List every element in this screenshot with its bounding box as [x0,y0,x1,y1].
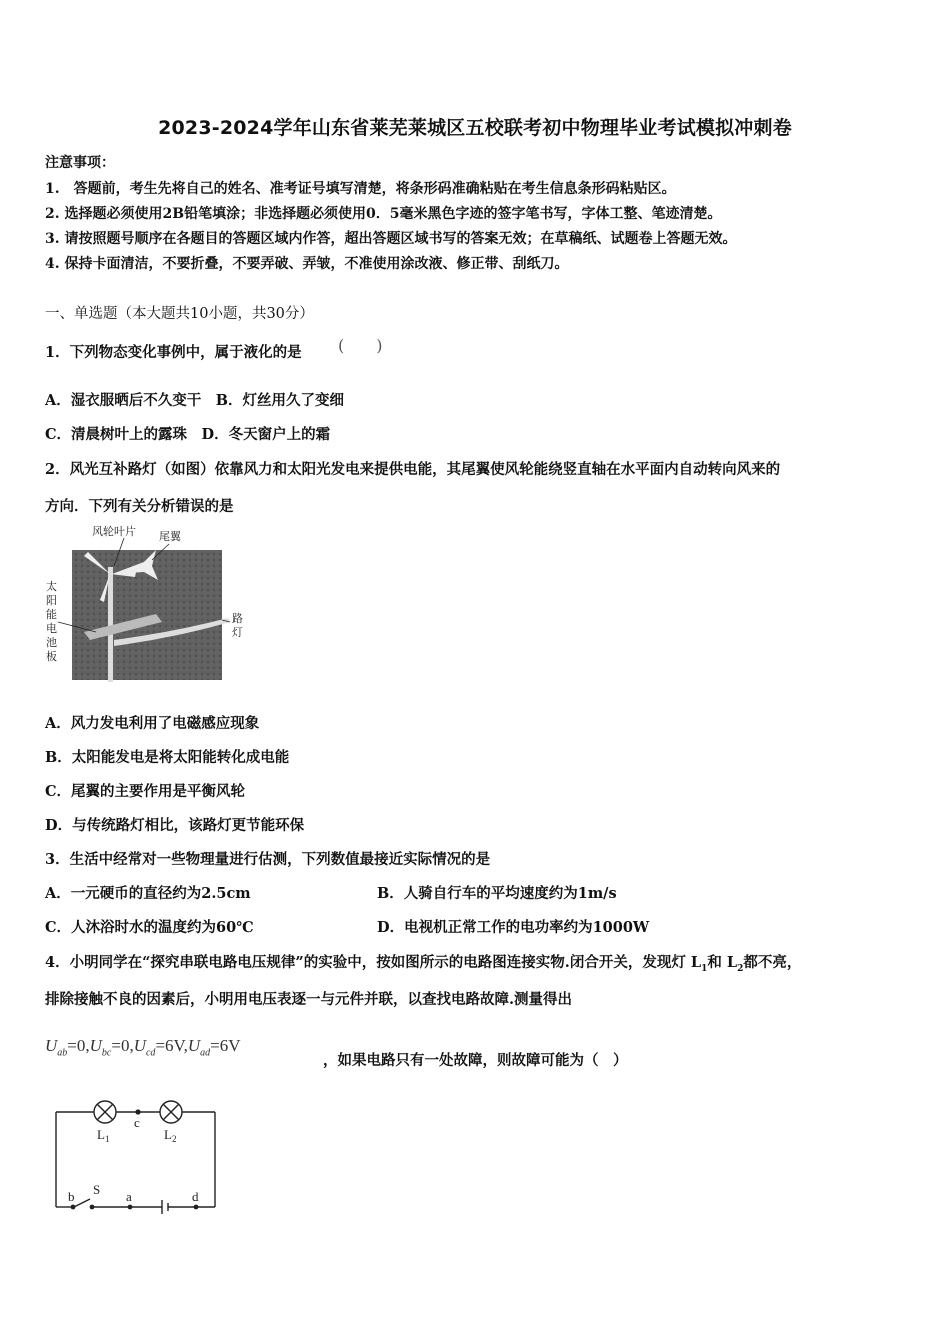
math-sub-ab: ab [57,1047,68,1059]
label-panel-5: 池 [46,636,57,649]
q4-question-tail: ，如果电路只有一处故障，则故障可能为（ ） [323,1052,628,1069]
q2-option-d: D．与传统路灯相比，该路灯更节能环保 [45,817,305,834]
q4-stem-line2: 排除接触不良的因素后，小明用电压表逐一与元件并联，以查找电路故障.测量得出 [45,991,573,1008]
q2-option-b: B．太阳能发电是将太阳能转化成电能 [45,749,290,766]
label-panel-1: 太 [46,580,57,593]
q4-stem-part-b: 和 L [707,954,738,971]
q1-stem: 1．下列物态变化事例中，属于液化的是 [45,344,302,361]
math-u: U [133,1036,146,1055]
q3-stem: 3．生活中经常对一些物理量进行估测，下列数值最接近实际情况的是 [45,851,491,868]
math-u: U [45,1036,58,1055]
math-v1: =0, [67,1036,90,1055]
q1-options-row2: C．清晨树叶上的露珠 D．冬天窗户上的霜 [45,426,331,443]
notice-item-2: 2. 选择题必须使用2B铅笔填涂；非选择题必须使用0．5毫米黑色字迹的签字笔书写，字体工整、笔迹清楚。 [45,206,722,222]
notice-item-1: 1. 答题前，考生先将自己的姓名、准考证号填写清楚，将条形码准确粘贴在考生信息条形码粘贴区。 [45,181,676,197]
math-sub-bc: bc [101,1047,112,1059]
label-c: c [134,1115,140,1130]
q2-stem-line2: 方向．下列有关分析错误的是 [45,498,234,515]
notice-item-3: 3. 请按照题号顺序在各题目的答题区域内作答，超出答题区域书写的答案无效；在草稿纸、试题卷上答题无效。 [45,231,737,247]
math-v3: =6V, [155,1036,188,1055]
math-v4: =6V [210,1036,241,1055]
q2-option-a: A．风力发电利用了电磁感应现象 [45,715,260,732]
q4-stem-part-a: 4．小明同学在“探究串联电路电压规律”的实验中，按如图所示的电路图连接实物.闭合开关，发现灯 L [45,954,702,971]
notice-item-4: 4. 保持卡面清洁，不要折叠，不要弄破、弄皱，不准使用涂改液、修正带、刮纸刀。 [45,256,569,272]
label-lamp-1: 路 [232,612,243,625]
label-b: b [68,1189,75,1204]
q3-option-d: D．电视机正常工作的电功率约为1000W [377,919,650,936]
math-u: U [89,1036,102,1055]
label-lamp-2: 灯 [232,626,243,639]
q3-option-c: C．人沐浴时水的温度约为60℃ [45,919,254,936]
label-panel-4: 电 [46,622,57,635]
label-panel-6: 板 [46,650,57,663]
label-blade: 风轮叶片 [92,525,136,538]
math-sub-ad: ad [200,1047,211,1059]
label-a: a [126,1189,132,1204]
label-tail: 尾翼 [159,530,181,543]
label-l1: $L_1$ [97,1127,110,1144]
q4-sub-2: 2 [737,963,744,974]
q3-option-b: B．人骑自行车的平均速度约为1m/s [377,885,617,902]
label-panel-2: 阳 [46,594,57,607]
q1-blank: ( ) [338,336,383,355]
q2-stem-line1: 2．风光互补路灯（如图）依靠风力和太阳光发电来提供电能，其尾翼使风轮能绕竖直轴在水平面内自动转向风来的 [45,461,781,478]
section-heading: 一、单选题（本大题共10小题，共30分） [45,306,314,322]
math-v2: =0, [111,1036,134,1055]
q2-option-c: C．尾翼的主要作用是平衡风轮 [45,783,246,800]
wind-solar-lamp-figure [44,522,249,682]
q3-option-a: A．一元硬币的直径约为2.5cm [45,885,251,902]
series-circuit-diagram [50,1090,225,1220]
q4-voltage-formula [45,1036,241,1058]
q4-sub-1: 1 [701,963,708,974]
q4-stem-part-c: 都不亮， [743,954,802,971]
notice-heading: 注意事项： [45,155,115,171]
page-title: 2023-2024学年山东省莱芜莱城区五校联考初中物理毕业考试模拟冲刺卷 [158,117,792,139]
label-s: S [93,1182,101,1197]
label-d: d [192,1189,199,1204]
math-sub-cd: cd [145,1047,156,1059]
label-l2: $L_2$ [164,1127,177,1144]
label-panel-3: 能 [46,608,57,621]
math-u: U [187,1036,201,1055]
q4-stem-line1 [45,951,801,974]
q1-options-row1: A．湿衣服晒后不久变干 B．灯丝用久了变细 [45,392,345,409]
